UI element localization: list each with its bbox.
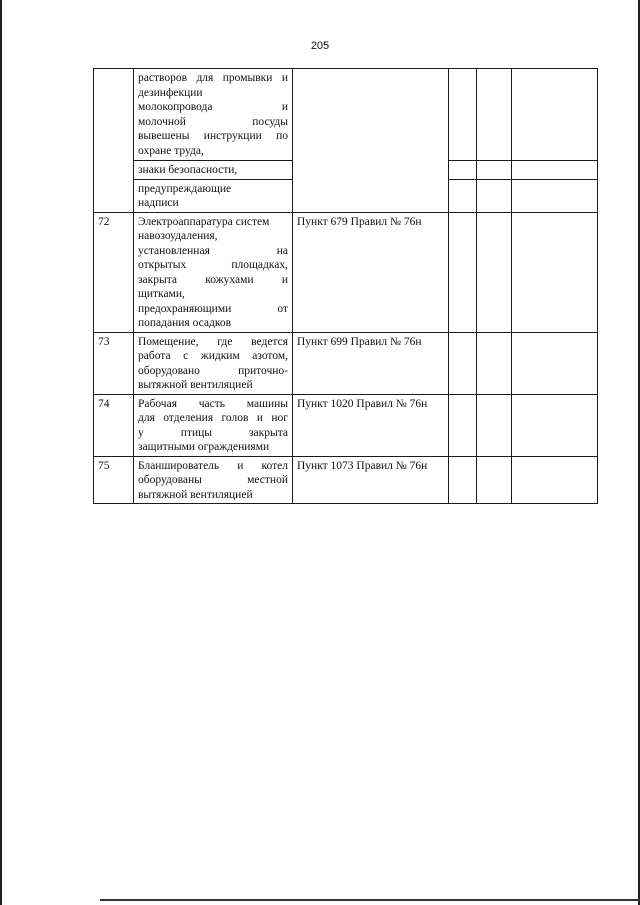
requirement-line: попадания осадков (138, 317, 232, 329)
comment-cell (512, 212, 598, 332)
requirement-line: надписи (138, 197, 179, 209)
requirement-line: вытяжной вентиляцией (138, 379, 253, 391)
mark-cell (449, 69, 477, 161)
mark-cell (477, 69, 512, 161)
reference-cell (293, 69, 449, 213)
mark-cell (449, 179, 477, 212)
mark-cell (449, 332, 477, 394)
requirement-line: закрыта кожухами и (138, 273, 288, 286)
comment-cell (512, 332, 598, 394)
requirement-line: защитными ограждениями (138, 441, 270, 453)
page-number: 205 (310, 40, 330, 52)
comment-cell (512, 161, 598, 180)
scan-edge-left (0, 0, 2, 905)
requirement-line: растворов для промывки и (138, 72, 288, 84)
requirement-cell (134, 161, 293, 180)
mark-cell (477, 161, 512, 180)
requirement-line: охране труда, (138, 144, 204, 157)
mark-cell (449, 394, 477, 456)
requirement-line: оборудованы местной (138, 474, 288, 486)
scan-edge-bottom (100, 899, 640, 901)
requirement-line: Рабочая часть машины (138, 397, 288, 410)
mark-cell (449, 456, 477, 504)
mark-cell (477, 394, 512, 456)
mark-cell (449, 212, 477, 332)
mark-cell (477, 332, 512, 394)
table-row (94, 456, 598, 504)
requirement-line: знаки безопасности, (138, 164, 238, 176)
reference-cell: Пункт 679 Правил № 76н (293, 212, 449, 332)
table-row (94, 212, 598, 332)
requirement-cell (134, 69, 293, 161)
row-number: 73 (94, 332, 134, 394)
requirement-line: предупреждающие (138, 182, 232, 195)
mark-cell (449, 161, 477, 180)
requirement-line: дезинфекции (138, 86, 203, 99)
row-number: 75 (94, 456, 134, 504)
requirement-cell (134, 332, 293, 394)
table-row (94, 394, 598, 456)
comment-cell (512, 394, 598, 456)
requirement-line: молочной посуды (138, 115, 288, 128)
reference-cell: Пункт 699 Правил № 76н (293, 332, 449, 394)
comment-cell (512, 179, 598, 212)
requirement-cell (134, 179, 293, 212)
requirement-line: вывешены инструкции по (138, 130, 288, 142)
reference-cell: Пункт 1020 Правил № 76н (293, 394, 449, 456)
table-row (94, 332, 598, 394)
requirement-line: предохраняющими от (138, 302, 288, 315)
requirement-line: щитками, (138, 288, 185, 300)
requirement-cell (134, 212, 293, 332)
mark-cell (477, 212, 512, 332)
row-number: 74 (94, 394, 134, 456)
requirement-line: работа с жидким азотом, (138, 350, 288, 362)
requirement-line: у птицы закрыта (138, 426, 288, 439)
requirement-cell (134, 456, 293, 504)
requirement-line: оборудовано приточно- (138, 364, 288, 377)
requirement-line: для отделения голов и ног (138, 412, 288, 424)
requirement-line: молокопровода и (138, 101, 288, 113)
reference-cell: Пункт 1073 Правил № 76н (293, 456, 449, 504)
requirement-cell (134, 394, 293, 456)
requirement-line: установленная на (138, 244, 288, 257)
requirement-line: навозоудаления, (138, 230, 218, 242)
comment-cell (512, 456, 598, 504)
requirement-line: открытых площадках, (138, 259, 288, 271)
table-row (94, 69, 598, 161)
checklist-table (93, 68, 598, 504)
requirement-line: вытяжной вентиляцией (138, 488, 253, 501)
requirement-line: Электроаппаратура систем (138, 215, 270, 228)
row-number: 72 (94, 212, 134, 332)
requirement-line: Бланширователь и котел (138, 459, 288, 472)
row-number (94, 69, 134, 213)
mark-cell (477, 179, 512, 212)
mark-cell (477, 456, 512, 504)
comment-cell (512, 69, 598, 161)
requirement-line: Помещение, где ведется (138, 335, 288, 348)
